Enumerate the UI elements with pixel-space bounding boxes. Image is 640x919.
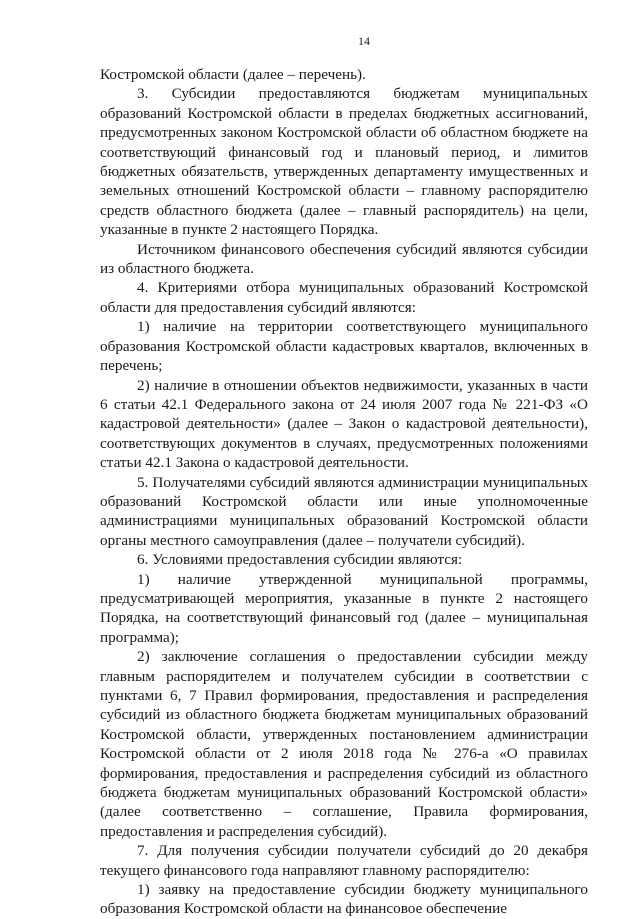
paragraph: 6. Условиями предоставления субсидии являются: (137, 551, 463, 569)
paragraph: 2) наличие в отношении объектов недвижимости, указанных в части 6 статьи 42.1 Федерального закона от 24 июля 2007 года № 221-ФЗ «О кадастровой деятельности» (далее – Закон о кадастровой деятельности), соответствующих документов в случаях, предусмотренных положениями статьи 42.1 Закона о кадастровой деятельности. (100, 376, 588, 472)
paragraph: 7. Для получения субсидии получатели субсидий до 20 декабря текущего финансового года направляют главному распорядителю: (100, 842, 588, 879)
paragraph: Источником финансового обеспечения субсидий являются субсидии из областного бюджета. (100, 240, 588, 278)
paragraph: 1) заявку на предоставление субсидии бюджету муниципального образования Костромской области на финансовое обеспечение (100, 881, 588, 918)
paragraph: 2) заключение соглашения о предоставлении субсидии между главным распорядителем и получателем субсидии в соответствии с пунктами 6, 7 Правил формирования, предоставления и распределения субсидий из областного бюджета бюджетам муниципальных образований Костромской области, утвержденных постановлением администрации Костромской области от 2 июля 2018 года № 276-а «О правилах формирования, предоставления и распределения субсидий из областного бюджета бюджетам муниципальных образований Костромской области» (далее соответственно – соглашение, Правила формирования, предоставления и распределения субсидий). (100, 648, 588, 840)
paragraph: 3. Субсидии предоставляются бюджетам муниципальных образований Костромской области в пределах бюджетных ассигнований, предусмотренных законом Костромской области об областном бюджете на соответствующий финансовый год и плановый период, и лимитов бюджетных обязательств, утвержденных департаменту имущественных и земельных отношений Костромской области – главному распорядителю средств областного бюджета (далее – главный распорядитель) на цели, указанные в пункте 2 настоящего Порядка. (100, 85, 588, 239)
page-number: 14 (358, 34, 370, 48)
paragraph: 1) наличие утвержденной муниципальной программы, предусматривающей мероприятия, указанные в пункте 2 настоящего Порядка, на соответствующий финансовый год (далее – муниципальная программа); (100, 570, 588, 646)
paragraph: Костромской области (далее – перечень). (100, 66, 366, 83)
paragraph: 4. Критериями отбора муниципальных образований Костромской области для предоставления субсидий являются: (100, 279, 588, 316)
paragraph: 1) наличие на территории соответствующего муниципального образования Костромской области кадастровых кварталов, включенных в перечень; (100, 318, 588, 375)
paragraph: 5. Получателями субсидий являются администрации муниципальных образований Костромской области или иные уполномоченные администрациями муниципальных образований Костромской области органы местного самоуправления (далее – получатели субсидий). (100, 473, 588, 549)
document-body (100, 65, 588, 919)
